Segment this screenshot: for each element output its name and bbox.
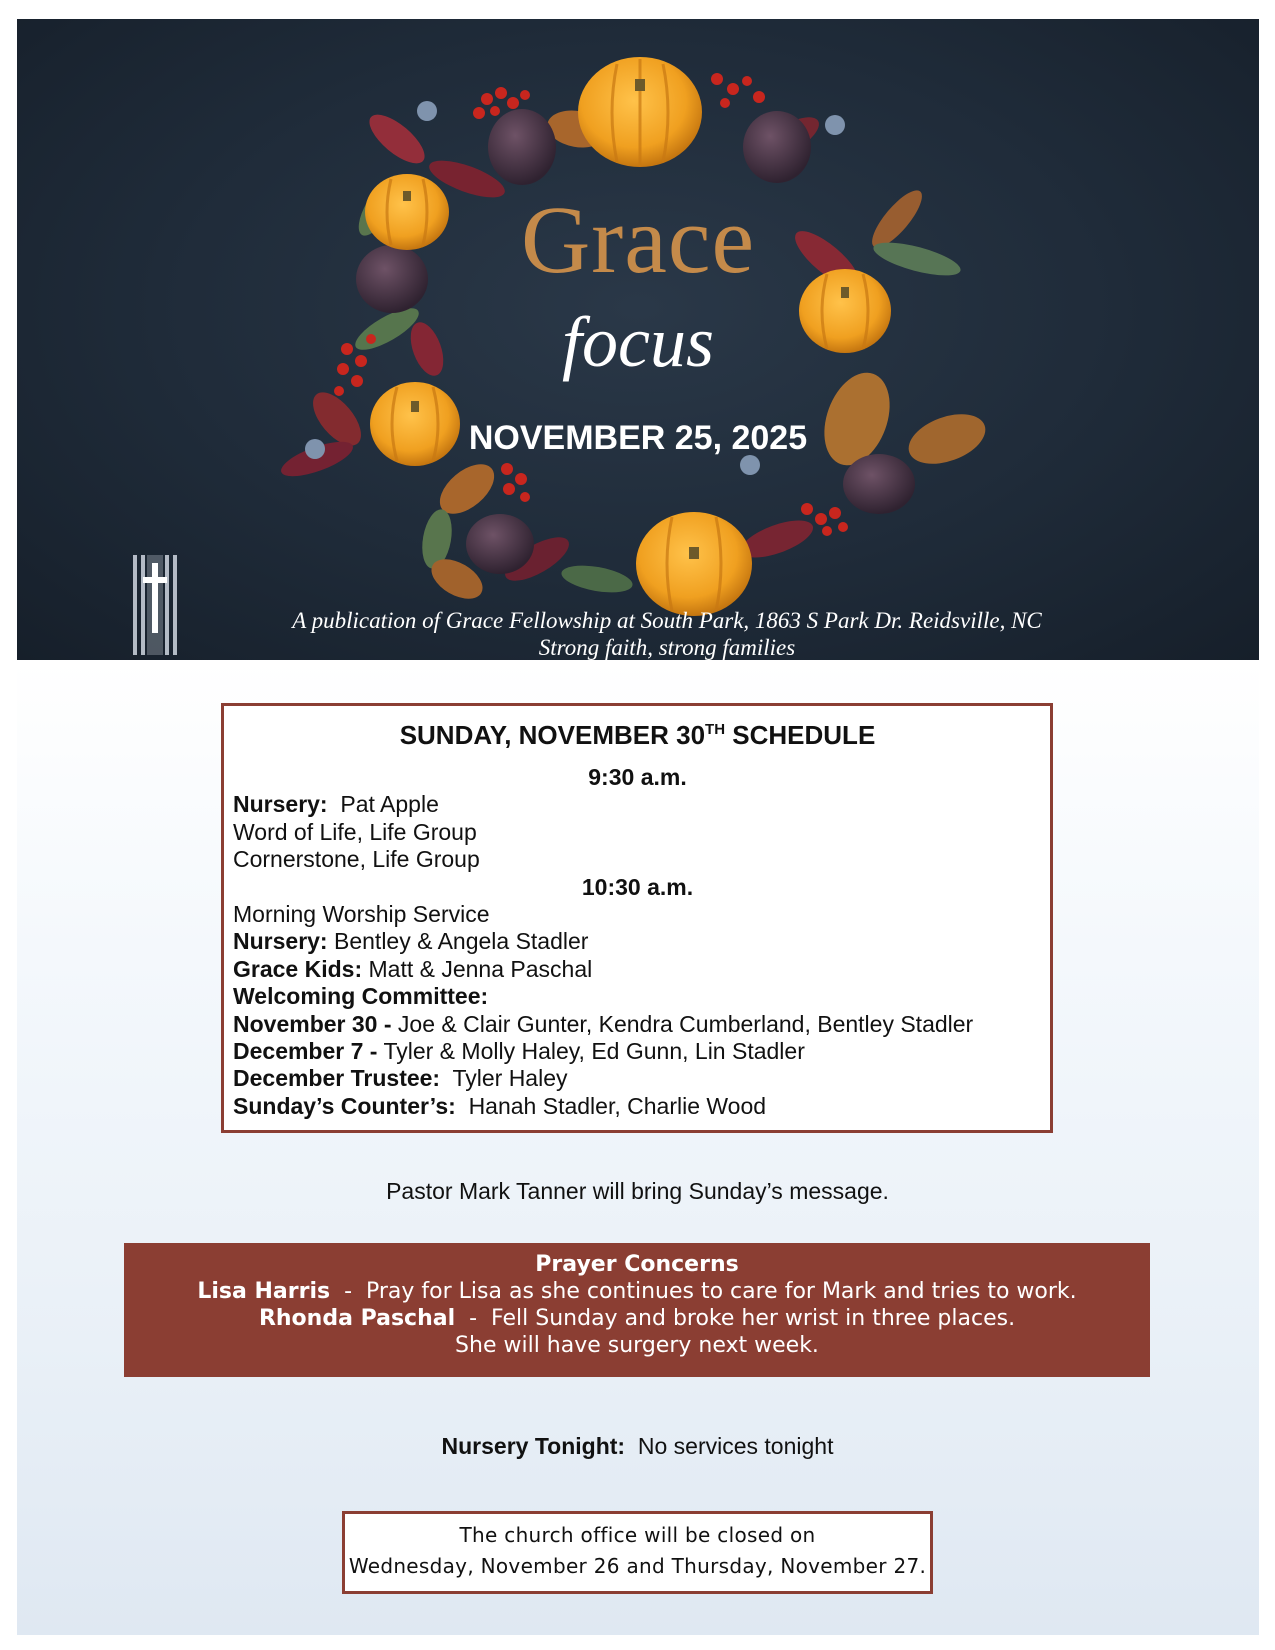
sunday-schedule-box bbox=[221, 703, 1053, 1133]
schedule-row-nursery-930: Nursery: Pat Apple bbox=[233, 791, 439, 818]
office-notice-line: The church office will be closed on bbox=[459, 1523, 816, 1547]
schedule-row-service: Morning Worship Service bbox=[233, 901, 490, 928]
publication-address: A publication of Grace Fellowship at South Park, 1863 S Park Dr. Reidsville, NC bbox=[292, 608, 1042, 633]
prayer-item: Lisa Harris - Pray for Lisa as she continues to care for Mark and tries to work. bbox=[197, 1279, 1077, 1304]
header-banner bbox=[17, 19, 1259, 660]
schedule-row-trustee: December Trustee: Tyler Haley bbox=[233, 1065, 568, 1092]
prayer-item: Rhonda Paschal - Fell Sunday and broke her wrist in three places. bbox=[258, 1306, 1016, 1331]
church-cross-logo-icon bbox=[133, 555, 177, 660]
schedule-time-1030: 10:30 a.m. bbox=[581, 873, 694, 900]
publication-info bbox=[197, 607, 1137, 660]
schedule-row-nursery-1030: Nursery: Bentley & Angela Stadler bbox=[233, 928, 589, 955]
schedule-row-grace-kids: Grace Kids: Matt & Jenna Paschal bbox=[233, 955, 593, 982]
prayer-heading: Prayer Concerns bbox=[535, 1252, 739, 1277]
schedule-row-welcome-nov30: November 30 - Joe & Clair Gunter, Kendra Cumberland, Bentley Stadler bbox=[233, 1010, 974, 1037]
office-notice-line: Wednesday, November 26 and Thursday, November 27. bbox=[348, 1554, 927, 1578]
tagline: Strong faith, strong families bbox=[538, 635, 796, 660]
prayer-concerns-box bbox=[124, 1243, 1150, 1377]
schedule-row-group: Word of Life, Life Group bbox=[233, 818, 477, 845]
newsletter-subtitle: focus bbox=[562, 302, 714, 382]
nursery-tonight-note: Nursery Tonight: No services tonight bbox=[441, 1433, 834, 1459]
office-closed-notice bbox=[342, 1511, 933, 1594]
schedule-row-group: Cornerstone, Life Group bbox=[233, 846, 480, 873]
schedule-row-counters: Sunday’s Counter’s: Hanah Stadler, Charlie Wood bbox=[233, 1092, 767, 1119]
schedule-heading: SUNDAY, NOVEMBER 30TH SCHEDULE bbox=[399, 720, 876, 750]
schedule-time-930: 9:30 a.m. bbox=[588, 764, 687, 790]
schedule-row-welcoming: Welcoming Committee: bbox=[233, 983, 489, 1010]
schedule-row-welcome-dec7: December 7 - Tyler & Molly Haley, Ed Gunn, Lin Stadler bbox=[233, 1038, 805, 1065]
prayer-item-continued: She will have surgery next week. bbox=[455, 1333, 819, 1358]
pastor-message-note: Pastor Mark Tanner will bring Sunday’s message. bbox=[386, 1178, 889, 1204]
newsletter-title: Grace bbox=[520, 186, 756, 293]
issue-date: NOVEMBER 25, 2025 bbox=[468, 419, 808, 457]
